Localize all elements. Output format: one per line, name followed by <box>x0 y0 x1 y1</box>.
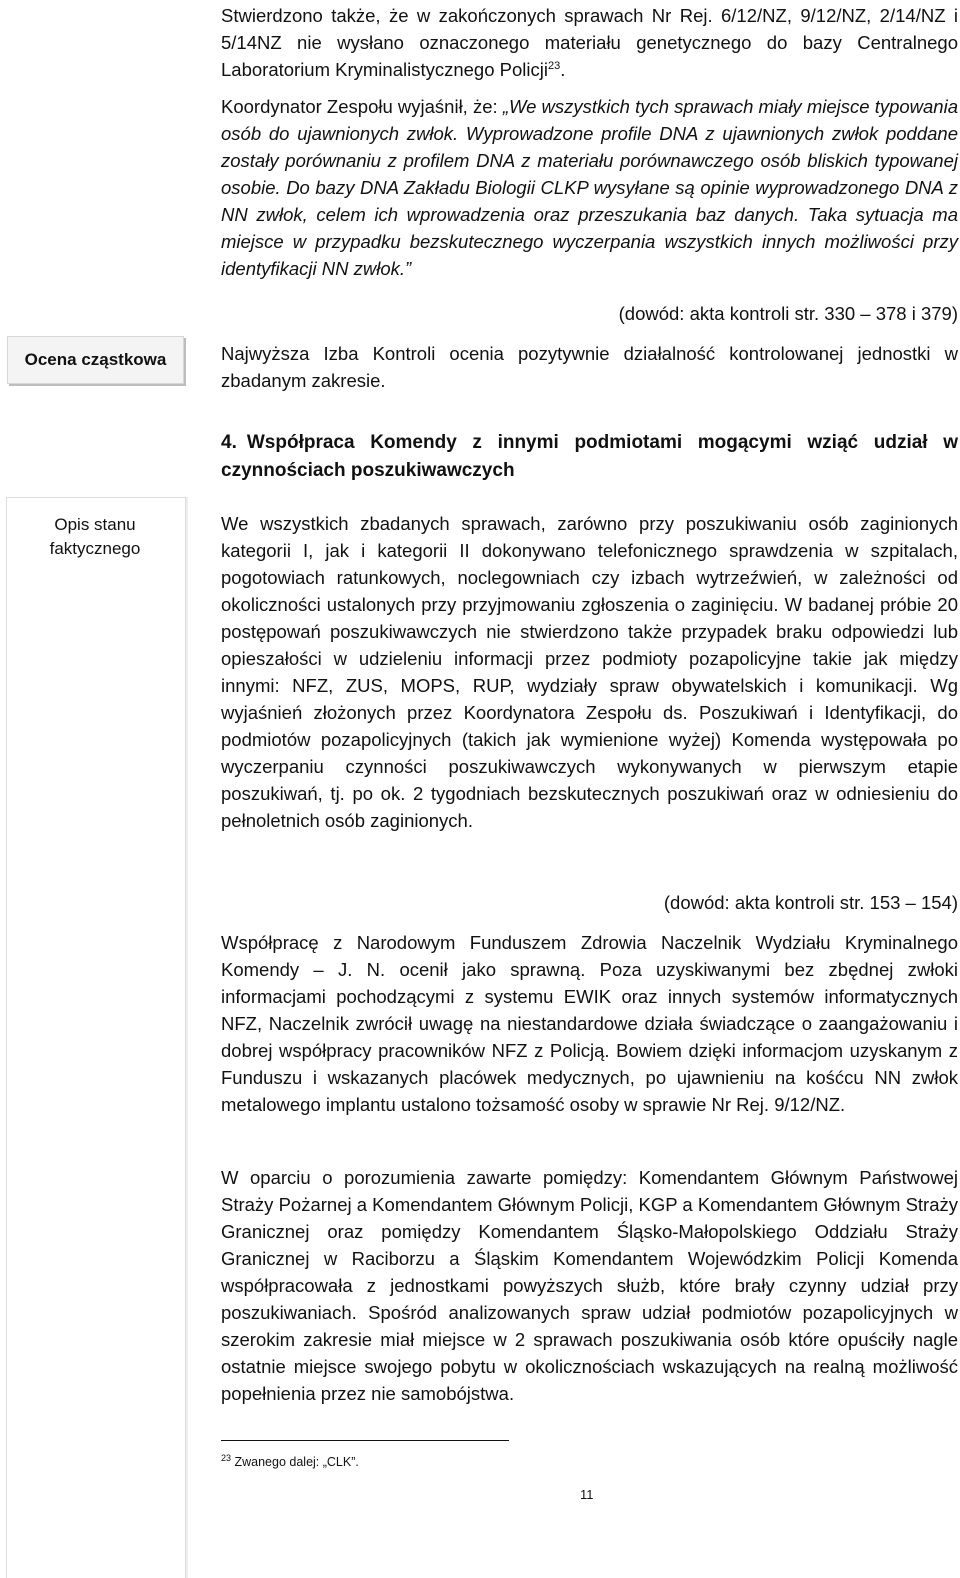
footnote-mark: 23 <box>221 1452 232 1463</box>
footnote-divider <box>221 1440 509 1441</box>
paragraph-coordinator-explanation: Koordynator Zespołu wyjaśnił, że: „We wszystkich tych sprawach miały miejsce typowania osób do ujawnionych zwłok. Wyprowadzone profile DNA z ujawnionych zwłok poddane zostały porównaniu z profilem DNA z materiału porównawczego osób bliskich typowanej osobie. Do bazy DNA Zakładu Biologii CLKP wysyłane są opinie wyprowadzonego DNA z NN zwłok, celem ich wprowadzenia oraz przeszukania baz danych. Taka sytuacja ma miejsce w przypadku bezskutecznego wyczerpania wszystkich innych możliwości przy identyfikacji NN zwłok.” <box>221 96 958 279</box>
paragraph-genetic-material: Stwierdzono także, że w zakończonych sprawach Nr Rej. 6/12/NZ, 9/12/NZ, 2/14/NZ i 5/14NZ nie wysłano oznaczonego materiału genetycznego do bazy Centralnego Laboratorium Kryminalistycznego Policji$^{23}$. <box>221 5 958 80</box>
section-number: 4. <box>221 432 237 453</box>
top-paragraph-block <box>221 2 958 282</box>
partial-assessment-label: Ocena cząstkowa <box>7 336 184 384</box>
footnote: $^{23}$ Zwanego dalej: „CLK”. <box>221 1452 359 1469</box>
coordinator-quote: „We wszystkich tych sprawach miały miejsce typowania osób do ujawnionych zwłok. Wyprowadzone profile DNA z ujawnionych zwłok poddane zostały porównaniu z profilem DNA z materiału porównawczego osób bliskich typowanej osobie. Do bazy DNA Zakładu Biologii CLKP wysyłane są opinie wyprowadzonego DNA z NN zwłok, celem ich wprowadzenia oraz przeszukania baz danych. Taka sytuacja ma miejsce w przypadku bezskutecznego wyczerpania wszystkich innych możliwości przy identyfikacji NN zwłok.” <box>221 96 958 279</box>
partial-assessment-text: Najwyższa Izba Kontroli ocenia pozytywnie działalność kontrolowanej jednostki w zbadanym zakresie. <box>221 343 958 391</box>
evidence-reference-2: (dowód: akta kontroli str. 153 – 154) <box>663 892 958 913</box>
section-heading <box>221 429 958 485</box>
evidence-reference-1: (dowód: akta kontroli str. 330 – 378 i 379) <box>618 303 958 324</box>
facts-paragraph-2: Współpracę z Narodowym Funduszem Zdrowia Naczelnik Wydziału Kryminalnego Komendy – J. N. ocenił jako sprawną. Poza uzyskiwanymi bez zbędnej zwłoki informacjami pochodzącymi z systemu EWIK oraz innych systemów informatycznych NFZ, Naczelnik zwrócił uwagę na niestandardowe działa świadczące o zaangażowaniu i dobrej współpracy pracowników NFZ z Policją. Bowiem dzięki informacjom uzyskanym z Funduszu i wskazanych placówek medycznych, po ujawnieniu na kośćcu NN zwłok metalowego implantu ustalono tożsamość osoby w sprawie Nr Rej. 9/12/NZ. <box>221 932 958 1115</box>
section-title: Współpraca Komendy z innymi podmiotami mogącymi wziąć udział w czynnościach poszukiwawczych <box>221 432 958 481</box>
footnote-ref[interactable]: 23 <box>547 59 561 72</box>
facts-side-panel <box>6 497 186 1578</box>
facts-paragraph-1: We wszystkich zbadanych sprawach, zarówno przy poszukiwaniu osób zaginionych kategorii I, jak i kategorii II dokonywano telefonicznego sprawdzenia w szpitalach, pogotowiach ratunkowych, noclegowniach czy izbach wytrzeźwień, w zależności od okoliczności ustalonych przy przyjmowaniu zgłoszenia o zaginięciu. W badanej próbie 20 postępowań poszukiwawczych nie stwierdzono także przypadek braku odpowiedzi lub opieszałości w udzieleniu informacji przez podmioty pozapolicyjne takie jak między innymi: NFZ, ZUS, MOPS, RUP, wydziały spraw obywatelskich i komunikacji. Wg wyjaśnień złożonych przez Koordynatora Zespołu ds. Poszukiwań i Identyfikacji, do podmiotów pozapolicyjnych (takich jak wymienione wyżej) Komenda występowała po wyczerpaniu czynności poszukiwawczych wykonywanych w pierwszym etapie poszukiwań, tj. po ok. 2 tygodniach bezskutecznych poszukiwań oraz w odniesieniu do pełnoletnich osób zaginionych. <box>221 513 958 831</box>
facts-side-label: Opis stanu faktycznego <box>49 515 141 558</box>
page-number: 11 <box>580 1487 594 1502</box>
facts-paragraph-3: W oparciu o porozumienia zawarte pomiędzy: Komendantem Głównym Państwowej Straży Pożarnej a Komendantem Głównym Policji, KGP a Komendantem Głównym Straży Granicznej oraz pomiędzy Komendantem Śląsko-Małopolskiego Oddziału Straży Granicznej w Raciborzu a Śląskim Komendantem Wojewódzkim Policji Komenda współpracowała z jednostkami powyższych służb, które brały czynny udział przy poszukiwaniach. Spośród analizowanych spraw udział podmiotów pozapolicyjnych w szerokim zakresie miał miejsce w 2 sprawach poszukiwania osób które opuściły nagle ostatnie miejsce swojego pobytu w okolicznościach wskazujących na realną możliwość popełnienia przez nie samobójstwa. <box>221 1167 958 1404</box>
